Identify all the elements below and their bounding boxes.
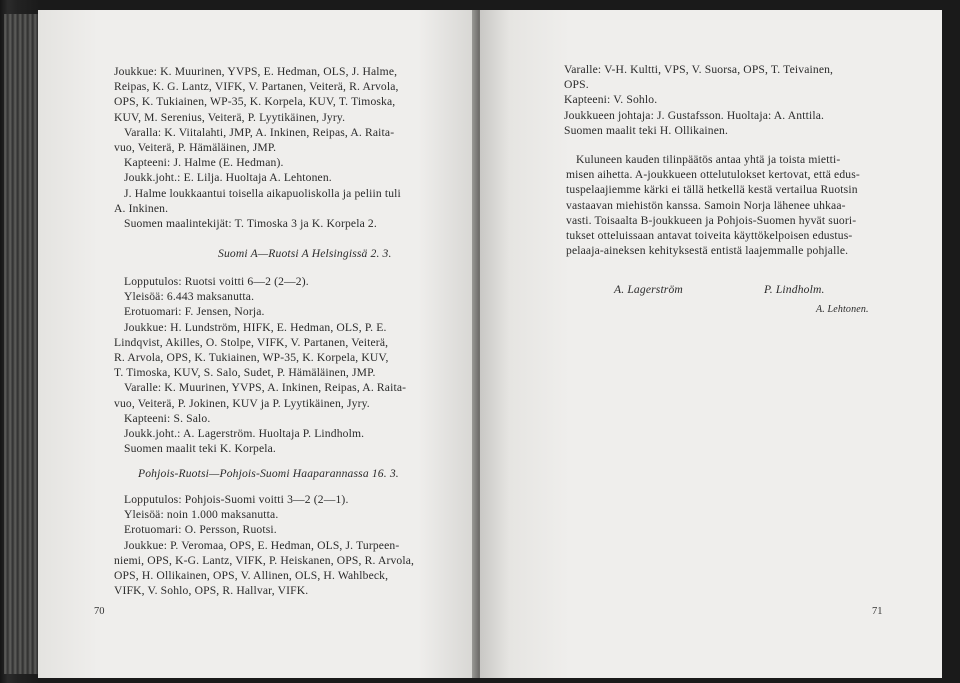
text-line: Suomen maalit teki K. Korpela.	[124, 442, 276, 456]
text-line: Joukk.joht.: E. Lilja. Huoltaja A. Lehtonen.	[124, 171, 332, 185]
page-number: 70	[94, 606, 105, 617]
text-line: J. Halme loukkaantui toisella aikapuoliskolla ja peliin tuli	[124, 186, 401, 200]
right-block-1	[564, 62, 833, 138]
signature: P. Lindholm.	[764, 283, 825, 296]
page-edges	[4, 14, 38, 674]
text-line: Kapteeni: V. Sohlo.	[564, 93, 658, 107]
text-line: tuspelaajiemme kärki ei tällä hetkellä kestä vertailua Ruotsin	[566, 183, 858, 197]
right-block-2	[566, 152, 860, 258]
text-line: Varalla: K. Viitalahti, JMP, A. Inkinen, Reipas, A. Raita-	[124, 125, 395, 139]
text-line: Joukkue: K. Muurinen, YVPS, E. Hedman, OLS, J. Halme,	[114, 65, 398, 78]
match-heading: Suomi A—Ruotsi A Helsingissä 2. 3.	[218, 247, 392, 260]
text-line: OPS, H. Ollikainen, OPS, V. Allinen, OLS, H. Wahlbeck,	[114, 568, 389, 582]
text-line: Erotuomari: F. Jensen, Norja.	[124, 305, 265, 319]
text-line: Varalle: V-H. Kultti, VPS, V. Suorsa, OPS, T. Teivainen,	[564, 63, 834, 76]
text-line: Kapteeni: J. Halme (E. Hedman).	[124, 156, 284, 170]
left-block-1	[114, 64, 401, 231]
text-line: vuo, Veiterä, P. Hämäläinen, JMP.	[114, 140, 277, 154]
text-line: Kuluneen kauden tilinpäätös antaa yhtä ja toista mietti-	[576, 153, 841, 166]
text-line: niemi, OPS, K-G. Lantz, VIFK, P. Heiskanen, OPS, R. Arvola,	[114, 553, 415, 567]
text-line: Yleisöä: 6.443 maksanutta.	[124, 290, 255, 304]
text-line: Kapteeni: S. Salo.	[124, 411, 211, 425]
text-line: vuo, Veiterä, P. Jokinen, KUV ja P. Lyytikäinen, Jyry.	[114, 396, 370, 410]
left-page	[38, 10, 478, 678]
text-line: Lopputulos: Pohjois-Suomi voitti 3—2 (2—1).	[124, 493, 349, 506]
text-line: vasti. Toisaalta B-joukkueen ja Pohjois-Suomen hyvät suori-	[566, 213, 857, 227]
text-line: Suomen maalit teki H. Ollikainen.	[564, 123, 729, 137]
text-line: OPS.	[564, 78, 589, 92]
text-line: Suomen maalintekijät: T. Timoska 3 ja K. Korpela 2.	[124, 216, 377, 230]
text-line: Yleisöä: noin 1.000 maksanutta.	[124, 508, 279, 522]
right-page	[480, 10, 942, 678]
text-line: misen aihetta. A-joukkueen ottelutulokset kertovat, että edus-	[566, 168, 860, 182]
text-line: KUV, M. Serenius, Veiterä, P. Lyytikäinen, Jyry.	[114, 110, 346, 124]
text-line: vastaavan miehistön kanssa. Samoin Norja lähenee uhkaa-	[566, 198, 846, 212]
text-line: Joukkue: P. Veromaa, OPS, E. Hedman, OLS, J. Turpeen-	[124, 538, 400, 552]
text-line: A. Inkinen.	[114, 201, 169, 215]
text-line: tukset otteluissaan antavat toiveita käyttökelpoisen edustus-	[566, 228, 853, 242]
text-line: Joukkue: H. Lundström, HIFK, E. Hedman, OLS, P. E.	[124, 320, 387, 334]
text-line: Reipas, K. G. Lantz, VIFK, V. Partanen, Veiterä, R. Arvola,	[114, 80, 399, 94]
left-block-3	[114, 492, 414, 598]
text-line: R. Arvola, OPS, K. Tukiainen, WP-35, K. Korpela, KUV,	[114, 350, 389, 364]
text-line: OPS, K. Tukiainen, WP-35, K. Korpela, KUV, T. Timoska,	[114, 95, 396, 109]
text-line: Joukk.joht.: A. Lagerström. Huoltaja P. Lindholm.	[124, 426, 365, 440]
text-line: T. Timoska, KUV, S. Salo, Sudet, P. Hämäläinen, JMP.	[114, 366, 376, 380]
text-line: VIFK, V. Sohlo, OPS, R. Hallvar, VIFK.	[114, 584, 309, 598]
text-line: Erotuomari: O. Persson, Ruotsi.	[124, 523, 277, 537]
text-line: Varalle: K. Muurinen, YVPS, A. Inkinen, Reipas, A. Raita-	[124, 381, 407, 395]
match-heading: Pohjois-Ruotsi—Pohjois-Suomi Haaparannassa 16. 3.	[138, 467, 399, 480]
text-line: Lopputulos: Ruotsi voitti 6—2 (2—2).	[124, 275, 309, 288]
left-block-2	[114, 274, 406, 456]
page-number: 71	[872, 606, 883, 617]
text-line: Joukkueen johtaja: J. Gustafsson. Huoltaja: A. Anttila.	[564, 108, 825, 122]
signature: A. Lehtonen.	[816, 304, 869, 315]
signature: A. Lagerström	[614, 283, 683, 296]
text-line: Lindqvist, Akilles, O. Stolpe, VIFK, V. Partanen, Veiterä,	[114, 335, 389, 349]
text-line: pelaaja-aineksen kehityksestä entistä laajemmalle pohjalle.	[566, 244, 849, 258]
